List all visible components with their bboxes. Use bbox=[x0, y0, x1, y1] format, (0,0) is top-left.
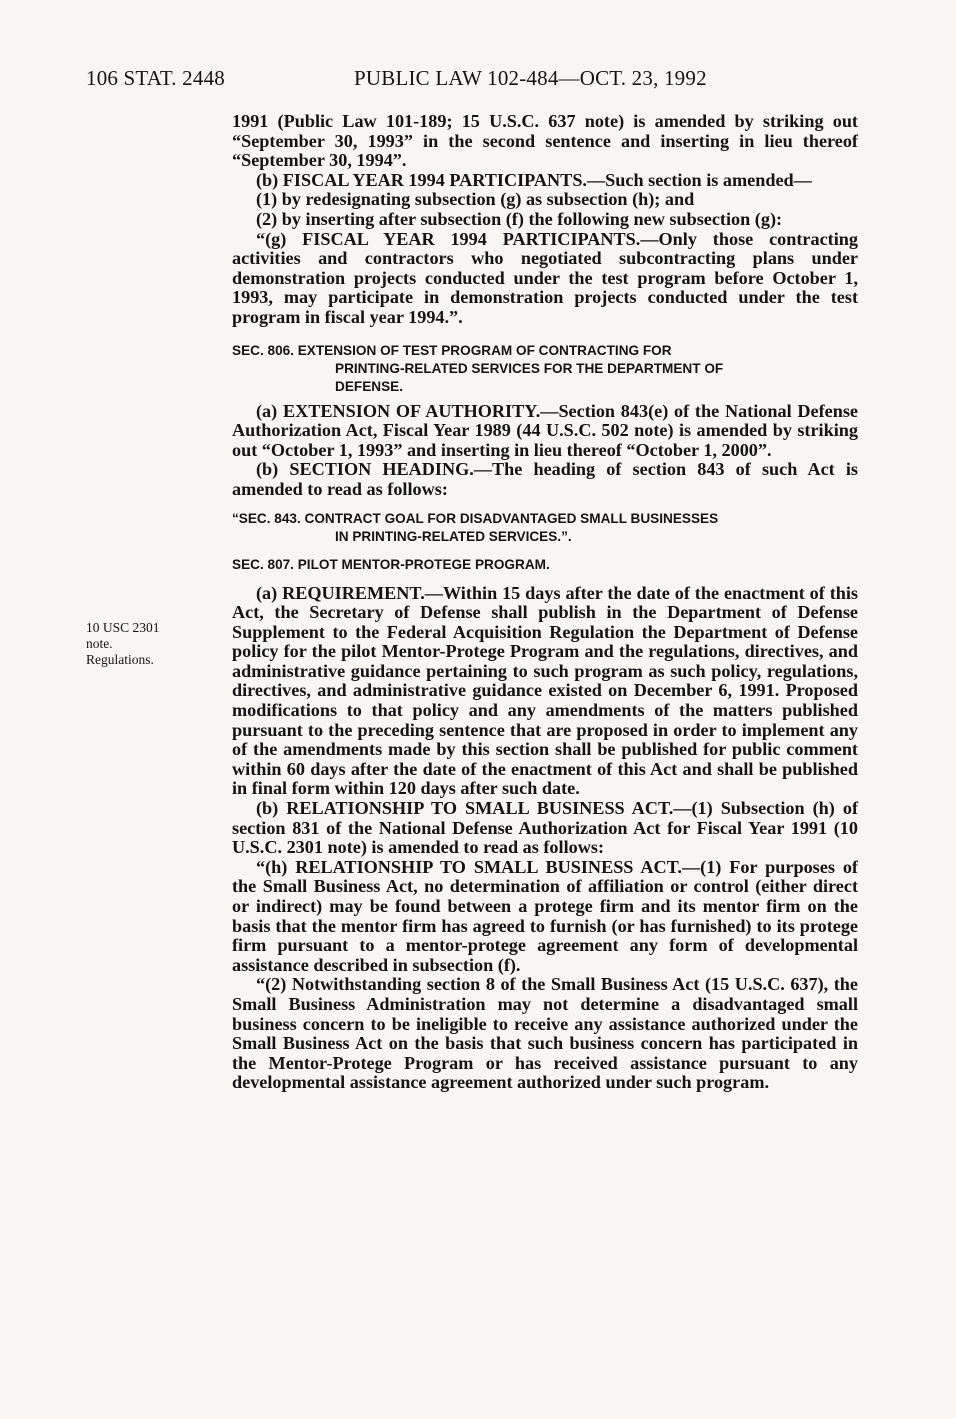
paragraph: “(g) FISCAL YEAR 1994 PARTICIPANTS.—Only those contracting activities and contractors who negotiated subcontracting plans under demonstration projects conducted under the test program before October 1, 1993, may participate in demonstration projects conducted under the test program in fiscal year 1994.”. bbox=[232, 228, 858, 327]
margin-note-line: Regulations. bbox=[86, 652, 154, 667]
section-heading-line: “SEC. 843. CONTRACT GOAL FOR DISADVANTAGED SMALL BUSINESSES bbox=[232, 510, 719, 526]
section-heading-line: IN PRINTING-RELATED SERVICES.”. bbox=[335, 528, 572, 544]
paragraph: 1991 (Public Law 101-189; 15 U.S.C. 637 note) is amended by striking out “September 30, 1993” in the second sentence and inserting in lieu thereof “September 30, 1994”. bbox=[232, 111, 858, 171]
paragraph: (b) SECTION HEADING.—The heading of section 843 of such Act is amended to read as follows: bbox=[232, 459, 858, 499]
statute-body bbox=[232, 112, 858, 1093]
stat-page-number: 106 STAT. 2448 bbox=[86, 66, 225, 90]
quoted-section-heading bbox=[232, 510, 858, 546]
section-heading-line: PRINTING-RELATED SERVICES FOR THE DEPARTMENT OF bbox=[335, 360, 724, 376]
paragraph: (2) by inserting after subsection (f) the following new subsection (g): bbox=[256, 208, 783, 229]
section-heading-line: SEC. 806. EXTENSION OF TEST PROGRAM OF CONTRACTING FOR bbox=[232, 342, 672, 358]
public-law-citation: PUBLIC LAW 102-484—OCT. 23, 1992 bbox=[354, 66, 707, 90]
margin-note-line: note. bbox=[86, 636, 113, 651]
section-heading bbox=[232, 342, 858, 396]
paragraph: (1) by redesignating subsection (g) as subsection (h); and bbox=[256, 189, 695, 210]
paragraph: (b) FISCAL YEAR 1994 PARTICIPANTS.—Such section is amended— bbox=[256, 169, 812, 190]
section-heading-line: DEFENSE. bbox=[335, 378, 403, 394]
paragraph: (a) REQUIREMENT.—Within 15 days after the date of the enactment of this Act, the Secretary of Defense shall publish in the Department of Defense Supplement to the Federal Acquisition Regulation the Department of Defense policy for the pilot Mentor-Protege Program and the regulations, directives, and administrative guidance pertaining to such program as such policy, regulations, directives, and administrative guidance existed on December 6, 1991. Proposed modifications to that policy and any amendments of the matters published pursuant to the preceding sentence that are proposed in order to implement any of the amendments made by this section shall be published for public comment within 60 days after the date of the enactment of this Act and shall be published in final form within 120 days after such date. bbox=[232, 582, 858, 799]
margin-note bbox=[86, 620, 216, 668]
paragraph: (b) RELATIONSHIP TO SMALL BUSINESS ACT.—(1) Subsection (h) of section 831 of the National Defense Authorization Act for Fiscal Year 1991 (10 U.S.C. 2301 note) is amended to read as follows: bbox=[232, 798, 858, 858]
section-heading: SEC. 807. PILOT MENTOR-PROTEGE PROGRAM. bbox=[232, 556, 550, 572]
paragraph: (a) EXTENSION OF AUTHORITY.—Section 843(e) of the National Defense Authorization Act, Fiscal Year 1989 (44 U.S.C. 502 note) is amended by striking out “October 1, 1993” and inserting in lieu thereof “October 1, 2000”. bbox=[232, 400, 858, 460]
paragraph: “(h) RELATIONSHIP TO SMALL BUSINESS ACT.—(1) For purposes of the Small Business Act, no determination of affiliation or control (either direct or indirect) may be found between a protege firm and its mentor firm on the basis that the mentor firm has agreed to furnish (or has furnished) to its protege firm pursuant to a mentor-protege agreement any form of developmental assistance described in subsection (f). bbox=[232, 856, 858, 975]
margin-note-line: 10 USC 2301 bbox=[86, 620, 160, 635]
paragraph: “(2) Notwithstanding section 8 of the Small Business Act (15 U.S.C. 637), the Small Business Administration may not determine a disadvantaged small business concern to be ineligible to receive any assistance authorized under the Small Business Act on the basis that such business concern has participated in the Mentor-Protege Program or has received assistance pursuant to any developmental assistance agreement authorized under such program. bbox=[232, 974, 858, 1093]
